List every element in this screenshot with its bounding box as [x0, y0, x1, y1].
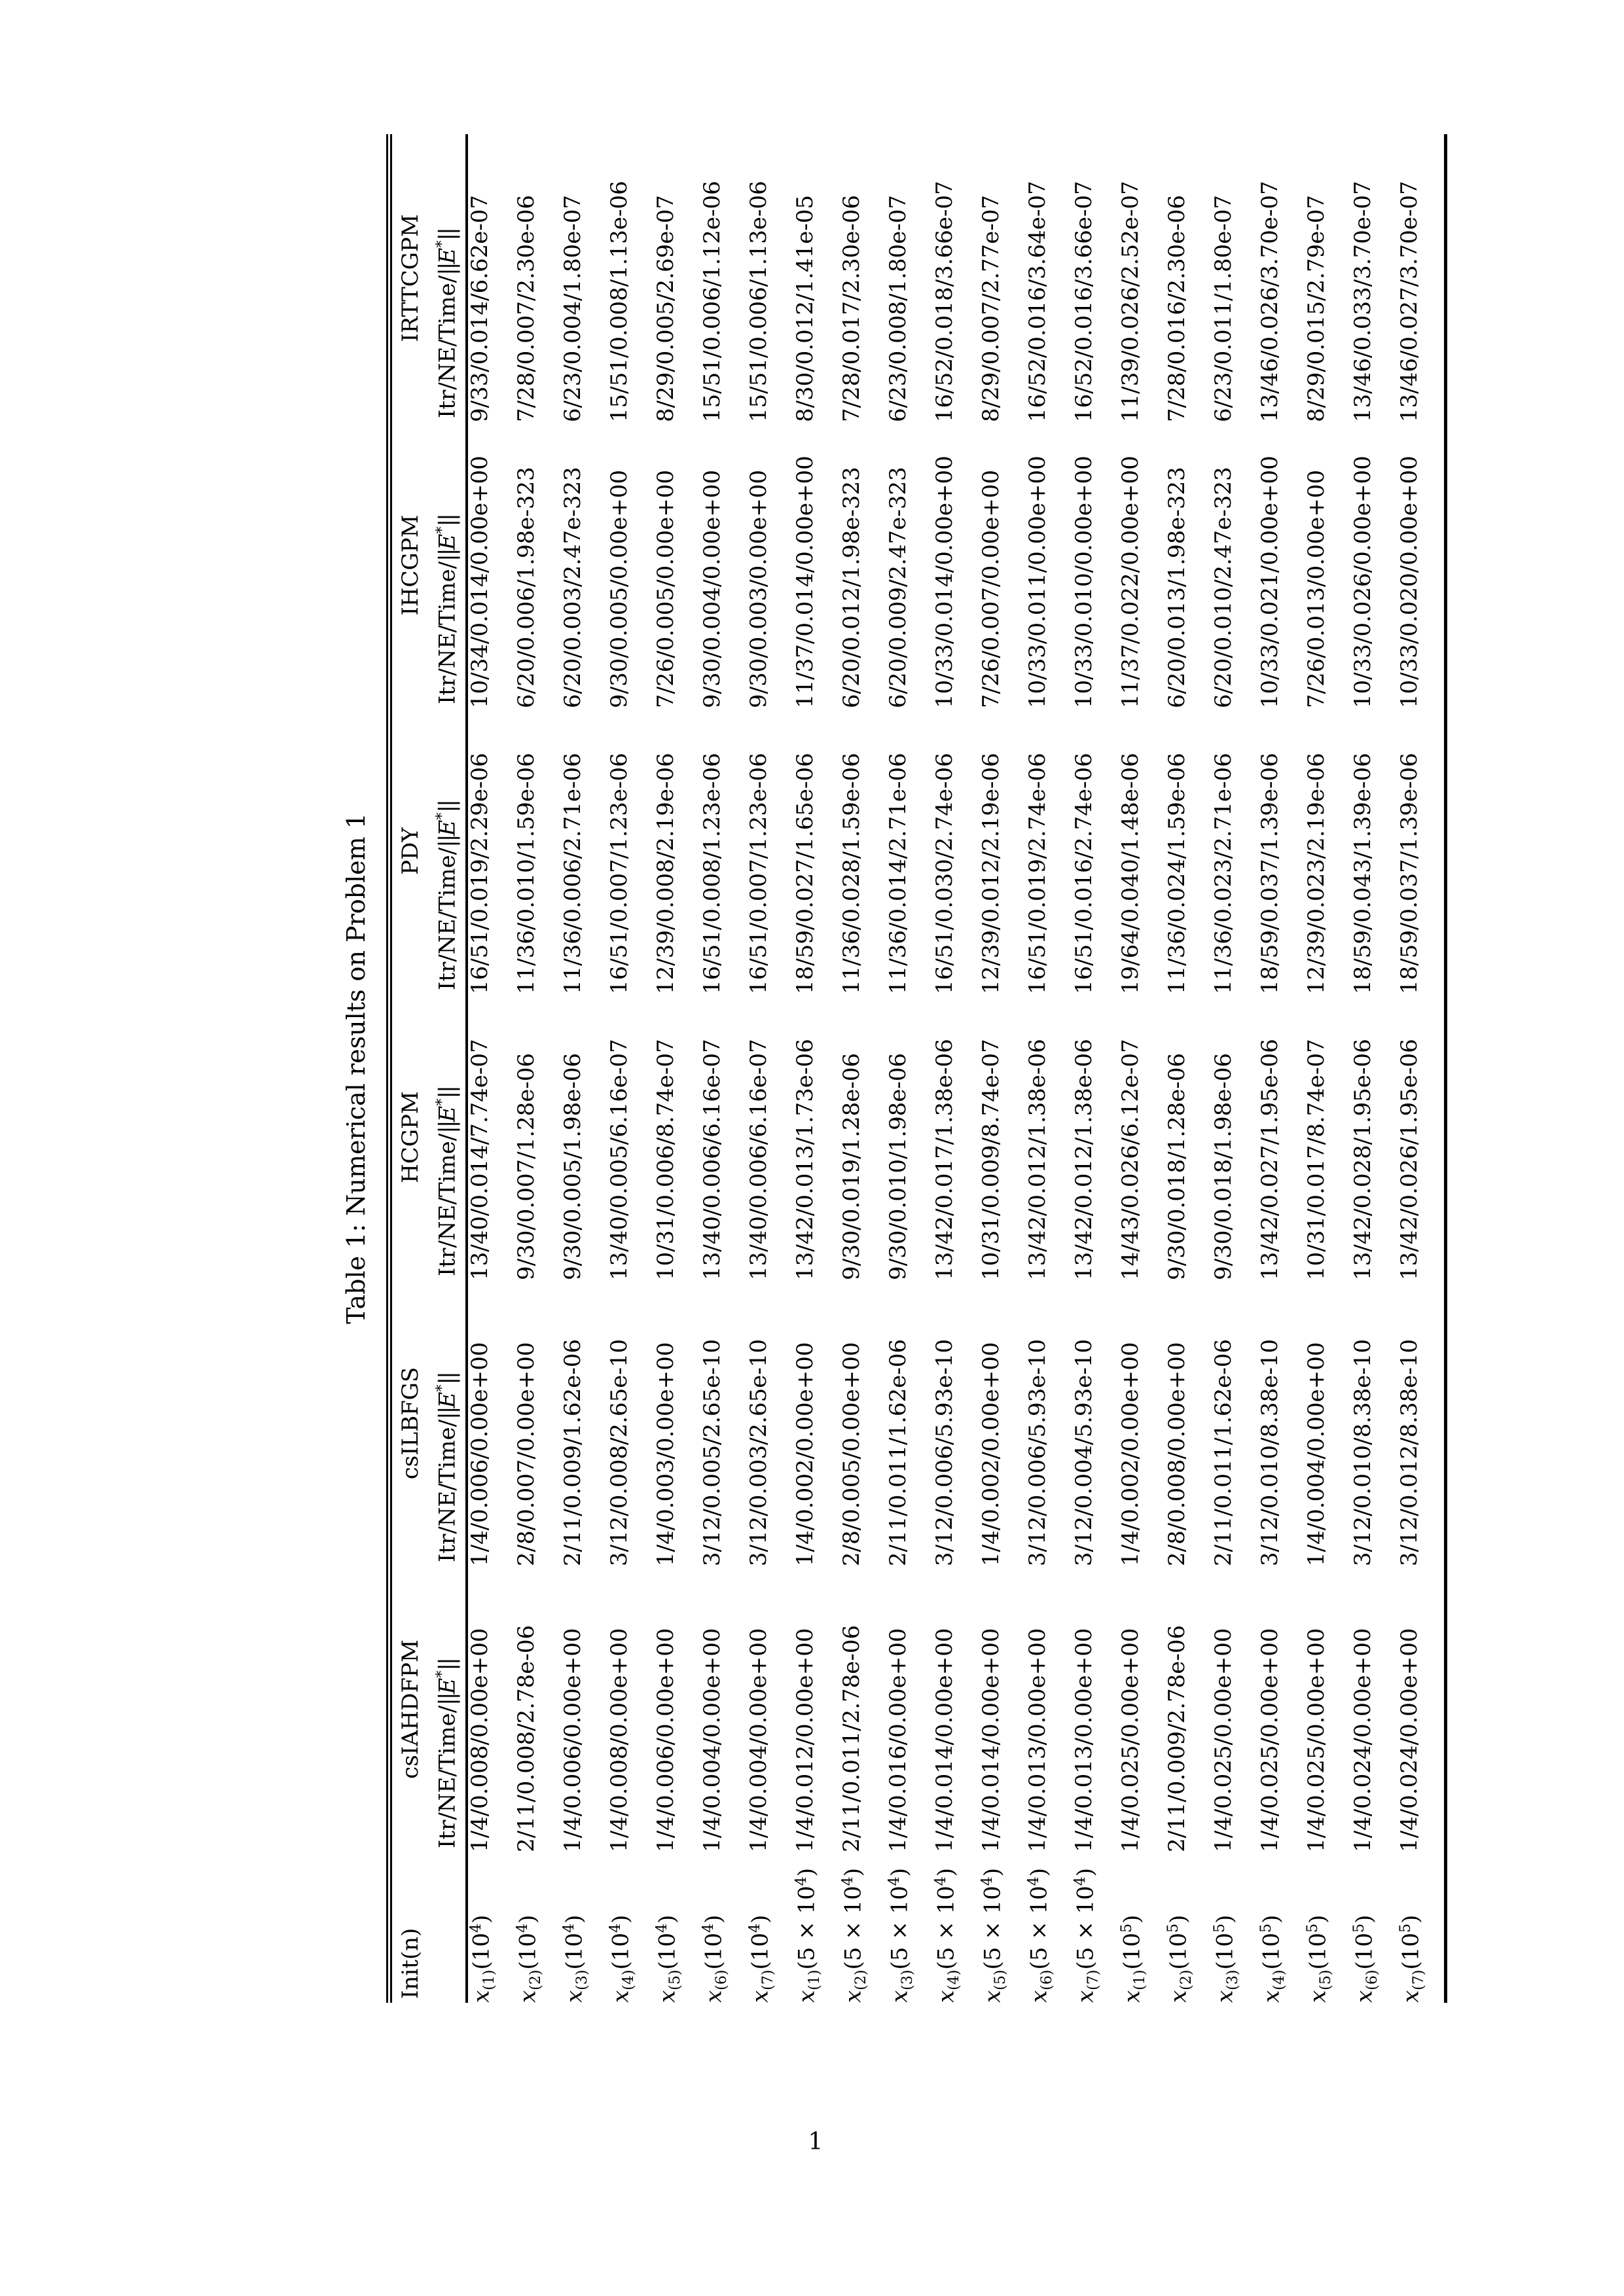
table-row	[1351, 134, 1398, 2003]
table-cell: 10/33/0.020/0.00e+00	[1396, 456, 1422, 708]
table-cell: 1/4/0.013/0.00e+00	[1024, 1628, 1051, 1852]
table-cell: 6/23/0.004/1.80e-07	[560, 194, 586, 422]
table-cell: 11/36/0.010/1.59e-06	[513, 753, 539, 994]
table-cell: 1/4/0.002/0.00e+00	[1117, 1342, 1144, 1566]
table-cell: 6/23/0.008/1.80e-07	[885, 194, 911, 422]
table-cell: 3/12/0.006/5.93e-10	[931, 1338, 958, 1566]
table-cell: 1/4/0.006/0.00e+00	[467, 1342, 493, 1566]
method-header: csILBFGS	[397, 1367, 424, 1480]
table-row	[1072, 134, 1119, 2003]
table-cell: 13/42/0.012/1.38e-06	[1071, 1039, 1097, 1280]
table-cell: 1/4/0.008/0.00e+00	[467, 1628, 493, 1852]
table-cell: 8/30/0.012/1.41e-05	[792, 194, 818, 422]
table-cell: 13/42/0.028/1.95e-06	[1350, 1039, 1376, 1280]
table-cell: 16/51/0.019/2.29e-06	[467, 753, 493, 994]
table-cell: 1/4/0.024/0.00e+00	[1396, 1628, 1422, 1852]
table-header	[389, 134, 467, 2003]
page-number: 1	[808, 2128, 823, 2155]
table-row	[654, 134, 700, 2003]
subheader-cell: Itr/NE/Time/||E*||	[429, 422, 467, 708]
table-cell: 10/33/0.010/0.00e+00	[1071, 456, 1097, 708]
table-cell: 14/43/0.026/6.12e-07	[1117, 1039, 1144, 1280]
table-cell: 11/39/0.026/2.52e-07	[1117, 181, 1144, 422]
row-label: $x_{(7)}(10^4)$	[746, 1914, 777, 2003]
row-label: $x_{(3)}(10^4)$	[560, 1914, 591, 2003]
table-cell: 1/4/0.025/0.00e+00	[1210, 1628, 1236, 1852]
table-row	[1026, 134, 1072, 2003]
table-row	[700, 134, 747, 2003]
table-cell: 11/36/0.024/1.59e-06	[1164, 753, 1190, 994]
table-cell: 11/37/0.022/0.00e+00	[1117, 456, 1144, 708]
table-cell: 13/40/0.005/6.16e-07	[606, 1039, 632, 1280]
table-row	[979, 134, 1026, 2003]
row-label: $x_{(2)}(10^4)$	[514, 1914, 545, 2003]
table-cell: 15/51/0.006/1.13e-06	[746, 181, 772, 422]
table-cell: 18/59/0.027/1.65e-06	[792, 753, 818, 994]
table-cell: 11/36/0.006/2.71e-06	[560, 753, 586, 994]
table-row	[514, 134, 561, 2003]
table-cell: 3/12/0.010/8.38e-10	[1257, 1338, 1283, 1566]
table-cell: 2/11/0.009/1.62e-06	[560, 1338, 586, 1566]
subheader-cell: Itr/NE/Time/||E*||	[429, 1280, 467, 1566]
table-cell: 12/39/0.008/2.19e-06	[653, 753, 679, 994]
table-cell: 2/11/0.008/2.78e-06	[513, 1624, 539, 1852]
row-label: $x_{(3)}(10^5)$	[1211, 1914, 1242, 2003]
table-cell: 11/36/0.014/2.71e-06	[885, 753, 911, 994]
table-cell: 1/4/0.006/0.00e+00	[653, 1628, 679, 1852]
table-cell: 1/4/0.014/0.00e+00	[978, 1628, 1004, 1852]
table-cell: 2/11/0.011/1.62e-06	[1210, 1338, 1236, 1566]
table-cell: 9/30/0.018/1.28e-06	[1164, 1052, 1190, 1280]
row-label: $x_{(1)}(10^4)$	[467, 1914, 498, 2003]
method-header: csIAHDFPM	[397, 1640, 424, 1779]
method-header: PDY	[397, 827, 424, 875]
row-label: $x_{(5)}(10^4)$	[653, 1914, 684, 2003]
table-cell: 7/26/0.005/0.00e+00	[653, 469, 679, 708]
table-cell: 10/33/0.011/0.00e+00	[1024, 456, 1051, 708]
table-cell: 10/33/0.014/0.00e+00	[931, 456, 958, 708]
table-cell: 6/20/0.009/2.47e-323	[885, 467, 911, 708]
table-row	[1305, 134, 1351, 2003]
table-cell: 3/12/0.008/2.65e-10	[606, 1338, 632, 1566]
table-cell: 1/4/0.025/0.00e+00	[1257, 1628, 1283, 1852]
table-cell: 6/20/0.006/1.98e-323	[513, 467, 539, 708]
table-body	[467, 134, 1446, 2003]
table-cell: 13/40/0.006/6.16e-07	[746, 1039, 772, 1280]
subheader-cell: Itr/NE/Time/||E*||	[429, 708, 467, 994]
table-row	[1119, 134, 1165, 2003]
table-cell: 1/4/0.003/0.00e+00	[653, 1342, 679, 1566]
init-column-header: Init(n)	[397, 1928, 424, 1999]
row-label: $x_{(7)}(5 \times 10^4)$	[1072, 1867, 1102, 2003]
table-cell: 9/30/0.018/1.98e-06	[1210, 1052, 1236, 1280]
table-cell: 1/4/0.004/0.00e+00	[746, 1628, 772, 1852]
table-cell: 1/4/0.024/0.00e+00	[1350, 1628, 1376, 1852]
table-cell: 2/11/0.009/2.78e-06	[1164, 1624, 1190, 1852]
table-cell: 2/8/0.007/0.00e+00	[513, 1342, 539, 1566]
row-label: $x_{(5)}(10^5)$	[1304, 1914, 1335, 2003]
table-cell: 10/31/0.009/8.74e-07	[978, 1039, 1004, 1280]
table-cell: 16/52/0.016/3.64e-07	[1024, 181, 1051, 422]
table-row	[933, 134, 979, 2003]
table-cell: 1/4/0.004/0.00e+00	[1303, 1342, 1329, 1566]
table-cell: 9/30/0.019/1.28e-06	[839, 1052, 865, 1280]
table-cell: 8/29/0.007/2.77e-07	[978, 194, 1004, 422]
table-caption: Table 1: Numerical results on Problem 1	[342, 813, 370, 1324]
table-cell: 1/4/0.004/0.00e+00	[699, 1628, 725, 1852]
table-row	[840, 134, 886, 2003]
table-cell: 9/33/0.014/6.62e-07	[467, 194, 493, 422]
table-cell: 2/8/0.008/0.00e+00	[1164, 1342, 1190, 1566]
table-cell: 16/51/0.019/2.74e-06	[1024, 753, 1051, 994]
table-cell: 3/12/0.004/5.93e-10	[1071, 1338, 1097, 1566]
table-cell: 13/42/0.027/1.95e-06	[1257, 1039, 1283, 1280]
table-cell: 13/40/0.006/6.16e-07	[699, 1039, 725, 1280]
row-label: $x_{(3)}(5 \times 10^4)$	[886, 1867, 916, 2003]
row-label: $x_{(1)}(10^5)$	[1118, 1914, 1149, 2003]
row-label: $x_{(4)}(5 \times 10^4)$	[932, 1867, 963, 2003]
subheader-empty-cell	[429, 1852, 467, 2003]
table-cell: 3/12/0.006/5.93e-10	[1024, 1338, 1051, 1566]
table-row	[467, 134, 514, 2003]
row-label: $x_{(4)}(10^4)$	[607, 1914, 638, 2003]
table-cell: 1/4/0.008/0.00e+00	[606, 1628, 632, 1852]
table-cell: 8/29/0.015/2.79e-07	[1303, 194, 1329, 422]
table-cell: 2/11/0.011/1.62e-06	[885, 1338, 911, 1566]
table-cell: 16/52/0.016/3.66e-07	[1071, 181, 1097, 422]
table-cell: 18/59/0.037/1.39e-06	[1257, 753, 1283, 994]
method-name-row	[389, 134, 429, 2003]
table-cell: 19/64/0.040/1.48e-06	[1117, 753, 1144, 994]
subheader-cell: Itr/NE/Time/||E*||	[429, 994, 467, 1280]
method-header: IHCGPM	[397, 514, 424, 616]
table-cell: 10/31/0.006/8.74e-07	[653, 1039, 679, 1280]
table-cell: 13/42/0.026/1.95e-06	[1396, 1039, 1422, 1280]
table-cell: 16/51/0.007/1.23e-06	[746, 753, 772, 994]
table-cell: 9/30/0.005/0.00e+00	[606, 469, 632, 708]
table-cell: 9/30/0.004/0.00e+00	[699, 469, 725, 708]
results-table	[386, 134, 1447, 2003]
method-header: IRTTCGPM	[397, 214, 424, 342]
table-cell: 7/28/0.007/2.30e-06	[513, 194, 539, 422]
table-row	[1258, 134, 1305, 2003]
table-cell: 16/52/0.018/3.66e-07	[931, 181, 958, 422]
table-cell: 10/31/0.017/8.74e-07	[1303, 1039, 1329, 1280]
table-row	[1165, 134, 1212, 2003]
subheader-cell: Itr/NE/Time/||E*||	[429, 1566, 467, 1852]
row-label: $x_{(2)}(5 \times 10^4)$	[839, 1867, 870, 2003]
table-row	[1398, 134, 1446, 2003]
row-label: $x_{(2)}(10^5)$	[1164, 1914, 1195, 2003]
table-cell: 9/30/0.003/0.00e+00	[746, 469, 772, 708]
table-cell: 3/12/0.005/2.65e-10	[699, 1338, 725, 1566]
table-cell: 11/37/0.014/0.00e+00	[792, 456, 818, 708]
table-cell: 7/28/0.017/2.30e-06	[839, 194, 865, 422]
table-cell: 10/33/0.021/0.00e+00	[1257, 456, 1283, 708]
table-cell: 6/20/0.010/2.47e-323	[1210, 467, 1236, 708]
table-row	[747, 134, 793, 2003]
table-cell: 1/4/0.014/0.00e+00	[931, 1628, 958, 1852]
table-cell: 13/46/0.027/3.70e-07	[1396, 181, 1422, 422]
table-cell: 1/4/0.012/0.00e+00	[792, 1628, 818, 1852]
row-label: $x_{(1)}(5 \times 10^4)$	[793, 1867, 823, 2003]
table-cell: 3/12/0.010/8.38e-10	[1350, 1338, 1376, 1566]
table-cell: 10/34/0.014/0.00e+00	[467, 456, 493, 708]
table-cell: 2/8/0.005/0.00e+00	[839, 1342, 865, 1566]
table-cell: 1/4/0.006/0.00e+00	[560, 1628, 586, 1852]
table-cell: 16/51/0.030/2.74e-06	[931, 753, 958, 994]
table-cell: 13/42/0.012/1.38e-06	[1024, 1039, 1051, 1280]
table-cell: 13/42/0.013/1.73e-06	[792, 1039, 818, 1280]
table-cell: 1/4/0.013/0.00e+00	[1071, 1628, 1097, 1852]
method-header: HCGPM	[397, 1091, 424, 1183]
table-cell: 16/51/0.016/2.74e-06	[1071, 753, 1097, 994]
table-cell: 13/42/0.017/1.38e-06	[931, 1039, 958, 1280]
row-label: $x_{(6)}(10^4)$	[700, 1914, 731, 2003]
table-row	[793, 134, 840, 2003]
rotated-table-block	[340, 134, 1450, 2003]
subheader-row	[429, 134, 467, 2003]
table-cell: 1/4/0.025/0.00e+00	[1117, 1628, 1144, 1852]
subheader-cell: Itr/NE/Time/||E*||	[429, 134, 467, 422]
table-cell: 18/59/0.037/1.39e-06	[1396, 753, 1422, 994]
table-row	[1212, 134, 1258, 2003]
table-cell: 7/28/0.016/2.30e-06	[1164, 194, 1190, 422]
row-label: $x_{(4)}(10^5)$	[1257, 1914, 1288, 2003]
row-label: $x_{(6)}(5 \times 10^4)$	[1025, 1867, 1056, 2003]
table-cell: 12/39/0.023/2.19e-06	[1303, 753, 1329, 994]
table-cell: 8/29/0.005/2.69e-07	[653, 194, 679, 422]
table-cell: 9/30/0.010/1.98e-06	[885, 1052, 911, 1280]
table-cell: 13/40/0.014/7.74e-07	[467, 1039, 493, 1280]
table-cell: 18/59/0.043/1.39e-06	[1350, 753, 1376, 994]
table-cell: 7/26/0.013/0.00e+00	[1303, 469, 1329, 708]
row-label: $x_{(5)}(5 \times 10^4)$	[979, 1867, 1009, 2003]
row-label: $x_{(6)}(10^5)$	[1350, 1914, 1381, 2003]
table-row	[886, 134, 933, 2003]
table-cell: 7/26/0.007/0.00e+00	[978, 469, 1004, 708]
table-row	[607, 134, 654, 2003]
table-cell: 9/30/0.007/1.28e-06	[513, 1052, 539, 1280]
table-cell: 1/4/0.002/0.00e+00	[792, 1342, 818, 1566]
table-cell: 1/4/0.016/0.00e+00	[885, 1628, 911, 1852]
table-cell: 3/12/0.012/8.38e-10	[1396, 1338, 1422, 1566]
table-cell: 13/46/0.026/3.70e-07	[1257, 181, 1283, 422]
row-label: $x_{(7)}(10^5)$	[1397, 1914, 1428, 2003]
table-cell: 13/46/0.033/3.70e-07	[1350, 181, 1376, 422]
table-cell: 1/4/0.002/0.00e+00	[978, 1342, 1004, 1566]
table-cell: 11/36/0.028/1.59e-06	[839, 753, 865, 994]
table-cell: 12/39/0.012/2.19e-06	[978, 753, 1004, 994]
table-cell: 6/23/0.011/1.80e-07	[1210, 194, 1236, 422]
table-cell: 10/33/0.026/0.00e+00	[1350, 456, 1376, 708]
table-cell: 16/51/0.007/1.23e-06	[606, 753, 632, 994]
table-row	[561, 134, 607, 2003]
table-cell: 6/20/0.013/1.98e-323	[1164, 467, 1190, 708]
table-cell: 16/51/0.008/1.23e-06	[699, 753, 725, 994]
table-cell: 9/30/0.005/1.98e-06	[560, 1052, 586, 1280]
table-cell: 2/11/0.011/2.78e-06	[839, 1624, 865, 1852]
table-cell: 15/51/0.006/1.12e-06	[699, 181, 725, 422]
table-cell: 3/12/0.003/2.65e-10	[746, 1338, 772, 1566]
table-cell: 6/20/0.003/2.47e-323	[560, 467, 586, 708]
table-cell: 1/4/0.025/0.00e+00	[1303, 1628, 1329, 1852]
table-cell: 15/51/0.008/1.13e-06	[606, 181, 632, 422]
table-cell: 6/20/0.012/1.98e-323	[839, 467, 865, 708]
table-cell: 11/36/0.023/2.71e-06	[1210, 753, 1236, 994]
